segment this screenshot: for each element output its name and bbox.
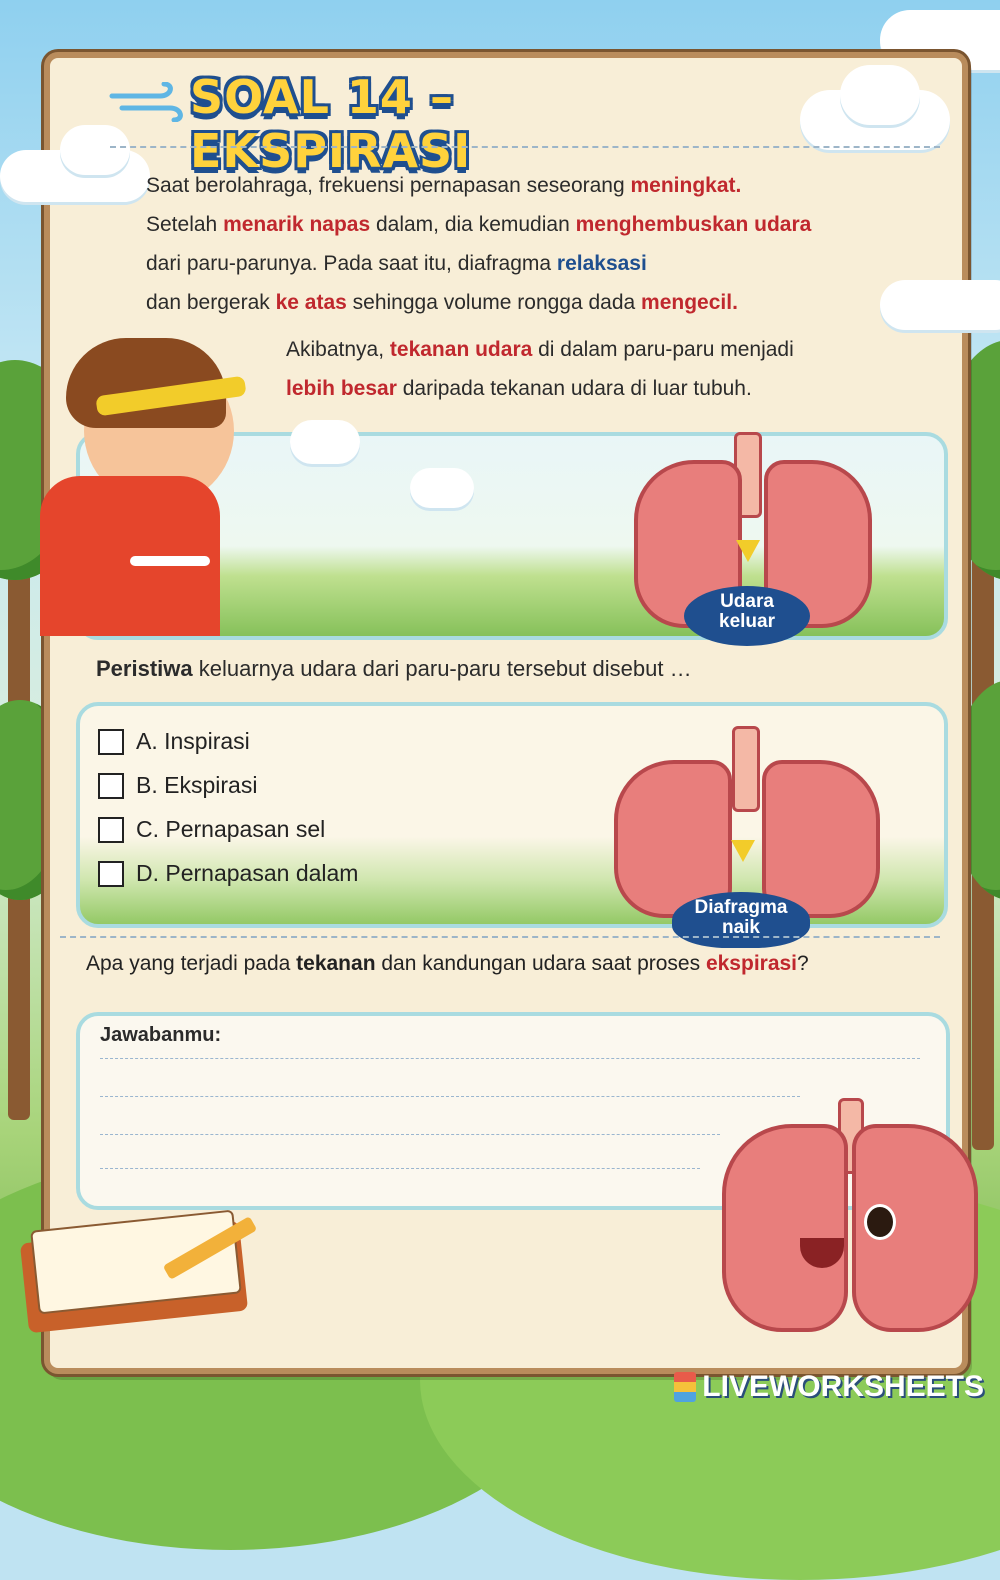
cloud (840, 65, 920, 125)
option-label: C. Pernapasan sel (136, 816, 326, 842)
checkbox[interactable] (98, 729, 124, 755)
option-b[interactable] (98, 772, 257, 799)
intro-paragraph (146, 166, 936, 322)
question-1: Peristiwa keluarnya udara dari paru-paru tersebut disebut … (96, 656, 692, 681)
breath-puff (410, 468, 474, 508)
shirt-stripe (130, 556, 210, 566)
effect-line: Akibatnya, tekanan udara di dalam paru-paru menjadi (286, 338, 794, 361)
logo-mark-icon (674, 1372, 696, 1402)
badge-line: Diafragma (694, 897, 788, 918)
effect-line: lebih besar daripada tekanan udara di luar tubuh. (286, 377, 752, 400)
checkbox[interactable] (98, 773, 124, 799)
cloud (60, 125, 130, 175)
intro-line: Saat berolahraga, frekuensi pernapasan seseorang meningkat. (146, 174, 742, 197)
effect-paragraph (286, 330, 926, 408)
badge-line: Udara (720, 591, 774, 612)
down-arrow-icon (731, 840, 755, 862)
checkbox[interactable] (98, 817, 124, 843)
option-c[interactable] (98, 816, 325, 843)
intro-line: Setelah menarik napas dalam, dia kemudian menghembuskan udara (146, 213, 812, 236)
badge-line: naik (721, 917, 761, 938)
page-title: SOAL 14 – EKSPIRASI (190, 70, 472, 178)
checkbox[interactable] (98, 861, 124, 887)
mascot-eye (864, 1204, 896, 1240)
right-lung (762, 760, 880, 918)
breath-puff (290, 420, 360, 464)
badge-line: keluar (719, 611, 775, 632)
option-label: B. Ekspirasi (136, 772, 258, 798)
option-label: D. Pernapasan dalam (136, 860, 359, 886)
option-d[interactable] (98, 860, 358, 887)
mascot-left-lung (722, 1124, 848, 1332)
logo-text: LIVEWORKSHEETS (702, 1370, 984, 1403)
question-2: Apa yang terjadi pada tekanan dan kandungan udara saat proses ekspirasi? (86, 952, 809, 975)
trachea (732, 726, 760, 812)
option-a[interactable] (98, 728, 250, 755)
intro-line: dari paru-parunya. Pada saat itu, diafragma relaksasi (146, 252, 647, 275)
udara-keluar-badge (684, 586, 810, 646)
divider (60, 936, 940, 938)
divider (110, 146, 940, 148)
intro-line: dan bergerak ke atas sehingga volume rongga dada mengecil. (146, 291, 738, 314)
wind-icon (108, 82, 188, 122)
down-arrow-icon (736, 540, 760, 562)
diafragma-naik-badge (672, 892, 810, 948)
liveworksheets-logo (674, 1370, 984, 1404)
answer-label: Jawabanmu: (100, 1024, 222, 1046)
option-label: A. Inspirasi (136, 728, 250, 754)
